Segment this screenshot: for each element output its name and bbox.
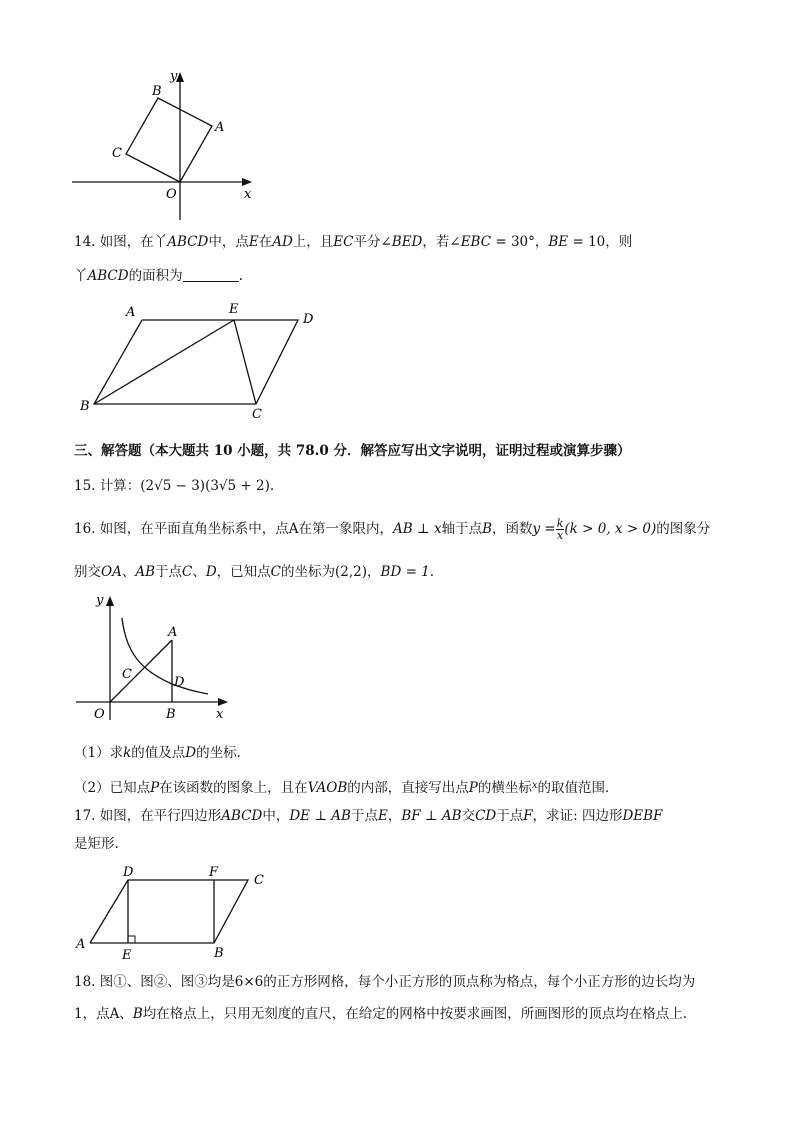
- q14-text: = 10，则: [568, 234, 633, 250]
- q18-text: 的正方形网格，每个小正方形的顶点称为格点，每个小正方形的边长均为: [263, 974, 696, 990]
- q15-text: .: [269, 478, 275, 494]
- q14-ad: AD: [272, 234, 293, 250]
- q18-text: 均在格点上，只用无刻度的直尺，在给定的网格中按要求画图，所画图形的顶点均在格点上.: [142, 1006, 688, 1022]
- q16-math: C: [270, 564, 282, 580]
- fig17-label-a: A: [76, 937, 86, 952]
- q14-text: 平分∠: [353, 234, 392, 250]
- q16-text: 的坐标．: [196, 745, 251, 761]
- q16-text: 、: [121, 564, 136, 580]
- fig14-label-a: A: [126, 305, 136, 320]
- q16-text: 16. 如图，在平面直角坐标系中，点A在第一象限内，: [74, 521, 394, 537]
- q16-text: ，已知点: [216, 564, 271, 580]
- q16-math: D: [185, 745, 197, 761]
- q17-math: DE ⊥ AB: [289, 808, 351, 824]
- fig13-label-a: A: [215, 120, 225, 135]
- q16-math: P: [150, 780, 160, 796]
- q14-abcd: ABCD: [167, 234, 209, 250]
- q16-text: 别交: [74, 564, 101, 580]
- q16-math: C: [182, 564, 193, 580]
- q16-text: 的横坐标: [477, 780, 532, 796]
- q17-text: 中，: [262, 808, 290, 824]
- q16-text: 的坐标为: [281, 564, 336, 580]
- fig16-label-x: x: [216, 707, 224, 722]
- q16-text: （1）求: [74, 745, 124, 761]
- parallelogram-symbol: 丫: [74, 268, 88, 284]
- fig17-label-b: B: [214, 946, 224, 960]
- fig16-label-a: A: [168, 625, 178, 640]
- q18-line1: [74, 972, 695, 992]
- q14-text: .: [238, 268, 243, 284]
- q16-math: B: [482, 521, 492, 537]
- q16-math: k: [123, 745, 132, 761]
- q16-line2: [74, 562, 434, 582]
- q16-text: 的取值范围．: [537, 780, 619, 796]
- q17-text: 交: [461, 808, 476, 824]
- fig16-label-d: D: [174, 675, 185, 690]
- q17-text: ，: [387, 808, 402, 824]
- q16-math: (2,2): [335, 564, 368, 580]
- q17-figure: [72, 862, 282, 960]
- q16-math: AB: [135, 564, 155, 580]
- q13-figure: [66, 64, 266, 226]
- q17-math: ABCD: [221, 808, 263, 824]
- q16-text: 的图象分: [656, 521, 711, 537]
- q18-text: 1，点: [74, 1006, 110, 1022]
- fig17-label-f: F: [209, 865, 219, 880]
- q17-line1: [74, 806, 662, 826]
- q14-ebc: EBC: [460, 234, 492, 250]
- q17-text: ，求证: 四边形: [532, 808, 623, 824]
- fig13-label-b: B: [152, 84, 162, 99]
- frac-numerator: k: [556, 517, 564, 530]
- q14-line2: [74, 266, 243, 286]
- q16-sub2: [74, 776, 619, 798]
- fig17-label-d: D: [123, 865, 134, 880]
- q18-math: A: [109, 1006, 120, 1022]
- fig14-label-d: D: [303, 312, 314, 327]
- frac-denominator: x: [556, 529, 564, 542]
- answer-blank[interactable]: [183, 267, 239, 282]
- q15: [74, 476, 274, 496]
- q18-text: 、: [119, 1006, 133, 1022]
- q14-be: BE: [548, 234, 569, 250]
- fig16-label-c: C: [122, 667, 132, 682]
- section-heading: 三、解答题（本大题共 10 小题，共 78.0 分．解答应写出文字说明，证明过程或演算步骤）: [74, 443, 631, 459]
- q16-math: (k > 0, x > 0): [564, 521, 657, 537]
- parallelogram-symbol: 丫: [153, 234, 168, 250]
- q17-text: 17. 如图，在平行四边形: [74, 808, 222, 824]
- q16-text: （2）已知点: [74, 780, 151, 796]
- q14-text: 的面积为: [128, 268, 183, 284]
- q16-math: D: [205, 564, 217, 580]
- fig16-label-b: B: [166, 707, 176, 722]
- q16-text: ，: [367, 564, 381, 580]
- q17-text: 于点: [350, 808, 378, 824]
- q17-math: CD: [475, 808, 497, 824]
- q16-math: y =: [532, 521, 556, 537]
- q18-text: 18. 图①、图②、图③均是: [74, 974, 235, 990]
- q16-text: 的内部，直接写出点: [347, 780, 469, 796]
- q16-math: BD = 1: [380, 564, 430, 580]
- q15-text: 15. 计算：: [74, 478, 141, 494]
- q16-math: OA: [101, 564, 122, 580]
- q17-math: F: [523, 808, 533, 824]
- fig13-label-y: y: [170, 69, 178, 84]
- fig13-label-x: x: [244, 187, 252, 202]
- fig14-label-e: E: [229, 302, 239, 317]
- fig17-label-c: C: [254, 873, 264, 888]
- q14-text: = 30°，: [491, 234, 549, 250]
- fig14-label-b: B: [80, 399, 90, 414]
- q16-line1: [74, 518, 710, 541]
- q14-text: ，若∠: [422, 234, 461, 250]
- fig13-label-o: O: [166, 187, 177, 202]
- fig16-label-y: y: [96, 593, 104, 608]
- q17-math: E: [377, 808, 388, 824]
- q16-math: AB ⊥ x: [393, 521, 442, 537]
- fig14-label-c: C: [252, 407, 262, 422]
- q14-e: E: [248, 234, 259, 250]
- fig17-label-e: E: [122, 948, 132, 960]
- q18-math: B: [132, 1006, 143, 1022]
- q16-text: 于点: [155, 564, 182, 580]
- q14-text: 上，且: [292, 234, 334, 250]
- q16-text: 的值及点: [131, 745, 186, 761]
- q14-figure: [74, 298, 324, 424]
- q17-line2: 是矩形.: [74, 836, 119, 852]
- q16-text: 、: [192, 564, 206, 580]
- q17-math: DEBF: [622, 808, 663, 824]
- q16-math: x: [531, 780, 538, 791]
- q18-line2: [74, 1004, 687, 1024]
- q16-text: 轴于点: [441, 521, 483, 537]
- q14-bed: BED: [391, 234, 423, 250]
- q14-text: 中，点: [208, 234, 249, 250]
- q16-sub1: [74, 743, 250, 763]
- q16-math: P: [468, 780, 478, 796]
- q14-abcd: ABCD: [87, 268, 129, 284]
- fig16-label-o: O: [94, 707, 105, 722]
- fig13-label-c: C: [112, 146, 122, 161]
- q14-line1: [74, 232, 632, 252]
- q16-math: VAOB: [307, 780, 348, 796]
- q15-expression: (2√5 − 3)(3√5 + 2): [140, 478, 270, 494]
- q16-text: 在该函数的图象上，且在: [159, 780, 308, 796]
- q16-figure: [72, 588, 242, 726]
- q16-text: ，函数: [492, 521, 533, 537]
- q14-ec: EC: [333, 234, 354, 250]
- q17-math: BF ⊥ AB: [401, 808, 462, 824]
- q14-text: 14. 如图，在: [74, 234, 154, 250]
- q16-text: .: [429, 564, 435, 580]
- q14-text: 在: [258, 234, 273, 250]
- q18-math: 6×6: [234, 974, 264, 990]
- q17-text: 于点: [496, 808, 524, 824]
